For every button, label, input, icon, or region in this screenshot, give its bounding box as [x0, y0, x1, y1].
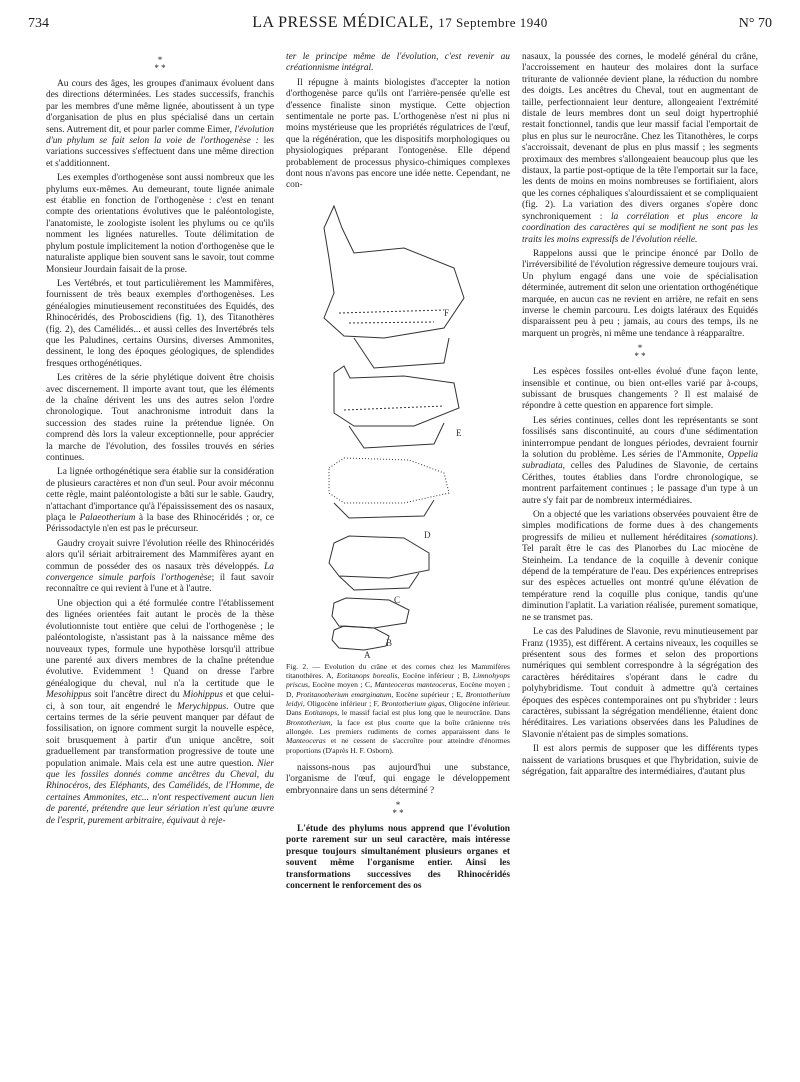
- paragraph: Il est alors permis de supposer que les différents types naissent de variations brusques et que l'hybridation, suivie de ségrégation, fait apparaître des intermédiaires, d'autant plus: [522, 744, 758, 777]
- figure-label-a: A: [364, 649, 371, 658]
- paragraph: Les Vertébrés, et tout particulièrement les Mammifères, fournissent de très beaux exemples d'orthogenèses. Les généalogies minutieusement reconstituées des Equidés, des Rhinocéridés, des Proboscidiens (fig. 1), des Titanothères (fig. 2), des Camélidés... et aussi celles des Invertébrés tels que les Paludines, certains Oursins, diverses Ammonites, dessinent, le long des époques géologiques, de splendides fresques orthogénétiques.: [46, 278, 274, 369]
- skull-a: [332, 626, 389, 650]
- paragraph: Gaudry croyait suivre l'évolution réelle des Rhinocéridés alors qu'il sériait arbitrairement des Mammifères ayant en commun de posséder des os nasaux très développés. La convergence simule parfois l'orthogenèse; il faut savoir reconnaître ce qui revient à l'une et à l'autre.: [46, 538, 274, 595]
- paragraph: Le cas des Paludines de Slavonie, revu minutieusement par Franz (1935), est différent. A certains niveaux, les coquilles se présentent sous des formes et selon des proportions numériques qui semblent correspondre à la ségrégation des caractères héréditaires s'opérant dans le cadre du polyhybridisme. Tout conduit à admettre qu'à certaines époques des espèces contemporaines ont pu s'hybrider : leurs caractères, subissant la ségrégation mendélienne, étaient donc héréditaires. Les variations observées dans les Paludines de Slavonie n'étaient pas de simples somations.: [522, 627, 758, 740]
- skull-e: [334, 366, 459, 448]
- skull-d: [329, 458, 449, 518]
- figure-label-f: F: [444, 307, 450, 318]
- column-3: [522, 52, 758, 1072]
- figure-label-c: C: [394, 594, 401, 605]
- paragraph: Les exemples d'orthogenèse sont aussi nombreux que les phylums eux-mêmes. Au demeurant, toute lignée animale est établie en fonction de l'orthogenèse : c'est en tenant compte des orientations évolutives que le paléontologiste, l'anatomiste, le zoologiste isolent les phylums ou ce qu'ils nomment les lignées naturelles. Toute délimitation de phylum postule implicitement la notion d'orthogenèse que le naturaliste applique bien souvent sans le savoir, tout comme Monsieur Jourdain faisait de la prose.: [46, 173, 274, 275]
- paragraph: naissons-nous pas aujourd'hui une substance, l'organisme de l'œuf, qui engage le développement embryonnaire dans un sens déterminé ?: [286, 762, 510, 796]
- column-1: [46, 52, 274, 1072]
- paragraph: Les espèces fossiles ont-elles évolué d'une façon lente, insensible et continue, ou bien ont-elles varié par à-coups, subissant de brusques changements ? Il est malaisé de répondre à cette question en apparence fort simple.: [522, 367, 758, 412]
- figure-caption: Fig. 2. — Evolution du crâne et des cornes chez les Mammifères titanothères. A, Eotitanops borealis, Eocène inférieur ; B, Limnohyops priscus, Eocène moyen ; C, Manteoceras manteoceras, Eocène moyen ; D, Protitanotherium emarginatum, Eocène supérieur ; E, Brontotherium leidyi, Oligocène inférieur ; F, Brontotherium gigas, Oligocène inférieur. Dans Eotitanops, le massif facial est plus long que le neurocrâne. Dans Brontotherium, la face est plus courte que la boîte crânienne très allongée. Les premiers rudiments de cornes apparaissent dans le Manteoceras et ne cessent de s'accroître pour atteindre d'énormes proportions (D'après H. F. Osborn).: [286, 661, 510, 755]
- issue-number: N° 70: [738, 16, 772, 31]
- page-number: 734: [28, 16, 49, 31]
- page-header: [28, 8, 772, 36]
- paragraph: Au cours des âges, les groupes d'animaux évoluent dans des directions déterminées. Les stades successifs, franchis par les membres d'une même lignée, aboutissent à un type d'organisation de plus en plus spécialisé dans un certain sens. Autrement dit, et pour parler comme Eimer, l'évolution d'un phylum se fait selon la voie de l'orthogenèse : les variations successives s'effectuent dans une même direction et s'additionnent.: [46, 79, 274, 169]
- journal-name: LA PRESSE MÉDICALE,: [252, 14, 434, 31]
- paragraph: Il répugne à maints biologistes d'accepter la notion d'orthogenèse parce qu'ils ont l'arrière-pensée qu'elle est d'essence finaliste sinon mystique. Cette objection sentimentale ne porte pas. L'orthogenèse n'est ni plus ni moins mystérieuse que les propriétés régulatrices de l'œuf, que la régénération, que les dispositifs morphologiques ou physiologiques préparant l'ontogenèse. Elle dépend probablement de processus physico-chimiques complexes dont nous n'avons pas encore une idée nette. Cependant, ne con-: [286, 77, 510, 191]
- skull-c: [329, 536, 429, 590]
- paragraph: On a objecté que les variations observées pouvaient être de simples modifications de forme dues à des changements progressifs de milieu et nullement héréditaires (somations). Tel paraît être le cas des Planorbes du Lac miocène de Steinheim. La tendance de la coquille à devenir conique dépend de la température de l'eau. Des expériences entreprises sur des espèces actuelles ont montré qu'une élévation de température rend la coquille plus conique, tandis qu'une diminution l'aplatit. La variation réalisée, purement somatique, ne se transmet pas.: [522, 510, 758, 623]
- issue-date: 17 Septembre 1940: [438, 15, 548, 30]
- paragraph: Rappelons aussi que le principe énoncé par Dollo de l'irréversibilité de l'évolution régressive demeure toujours vrai. Un phylum engagé dans une voie de spécialisation déterminée, autrement dit selon une orientation orthogénétique marquée, en aucun cas ne revient en arrière, ne refait en sens inverse le chemin parcouru. Les doigts latéraux des Equidés disparaissent peu à peu ; jamais, au cours des temps, ils ne marquent un progrès, ni même une tendance à réapparaître.: [522, 248, 758, 339]
- section-separator: * * *: [392, 800, 404, 819]
- column-2: [286, 52, 510, 1072]
- journal-title: [28, 14, 772, 32]
- paragraph: Les séries continues, celles dont les représentants se sont fossilisés sans discontinuité, au cours d'une sédimentation ininterrompue pendant de longues périodes, devraient fournir la solution du problème. Les séries de l'Ammonite, Oppelia subradiata, celles des Paludines de Slavonie, de certains Cérithes, toutes établies dans l'ordre chronologique, se montrent parfaitement continues ; le passage d'un type à un autre s'y fait par de nombreux intermédiaires.: [522, 415, 758, 506]
- figure-label-b: B: [386, 637, 393, 648]
- section-separator: * * *: [634, 343, 646, 362]
- titanothere-skulls-figure: [294, 198, 494, 658]
- paragraph: Une objection qui a été formulée contre l'établissement des lignées orientées fait autant le procès de la thèse évolutionniste tout entière que celui de l'orthogenèse ; le paléontologiste, n'assistant pas à la naissance même des nouveaux types, formule une hypothèse lorsqu'il attribue une parenté aux divers membres de la chaîne prétendue évolutive. Evidemment ! Quand on dresse l'arbre généalogique du cheval, nul n'a la certitude que le Mesohippus soit l'ancêtre direct du Miohippus et que celui-ci, à son tour, ait engendré le Merychippus. Outre que certains termes de la série peuvent manquer par défaut de fossilisation, on ignore comment surgit la nouvelle espèce, soit brusquement à partir d'un unique ancêtre, soit graduellement par transformation progressive de toute une population animale. Mais cela est une autre question. Nier que les fossiles donnés comme ancêtres du Cheval, du Rhinocéros, des Eléphants, des Camélidés, de l'Homme, de certaines Ammonites, etc... n'ont respectivement aucun lien de parenté, prétendre que leur sériation n'est qu'une œuvre de l'esprit, purement arbitraire, équivaut à reje-: [46, 598, 274, 826]
- paragraph: nasaux, la poussée des cornes, le modelé général du crâne, l'accroissement en hauteur des molaires dont la surface triturante de valionnée devient plane, la réduction du nombre des doigts. Les ancêtres du Cheval, tout en augmentant de taille, perfectionnaient leur denture, allongeaient l'extrémité distale de leurs membres dont un seul doigt hypertrophié restait fonctionnel, tandis que leur massif facial l'emportait de plus en plus sur le neurocrâne. Chez les Titanothères, le corps s'accroissait, devenant de plus en plus massif ; les segments proximaux des membres s'allongeaient beaucoup plus que les distaux, la partie post-optique de la tête l'emportait sur la face, les dents de moins en moins nombreuses se fortifiaient, alors que les cornes céphaliques s'alourdissaient et se compliquaient (fig. 2). La variation des divers organes s'opère donc synchroniquement : la corrélation et plus encore la coordination des caractères qui se modifient ne sont pas les traits les moins expressifs de l'évolution réelle.: [522, 52, 758, 245]
- paragraph: La lignée orthogénétique sera établie sur la considération de plusieurs caractères et non d'un seul. Pour avoir méconnu cette règle, maint paléontologiste a bâti sur le sable. Gaudry, n'attachant d'importance qu'à l'épaississement des os nasaux, plaça le Palaeotherium à la base des Rhinocéridés ; or, ce Périssodactyle n'en est pas le précurseur.: [46, 467, 274, 535]
- paragraph: ter le principe même de l'évolution, c'est revenir au créationnisme intégral.: [286, 52, 510, 74]
- paragraph: L'étude des phylums nous apprend que l'évolution porte rarement sur un seul caractère, mais intéresse presque toujours simultanément plusieurs organes et souvent même l'organisme entier. Ainsi les transformations successives des Rhinocéridés concernent le renforcement des os: [286, 824, 510, 892]
- figure-label-d: D: [424, 529, 431, 540]
- paragraph: Les critères de la série phylétique doivent être choisis avec discernement. Il importe avant tout, que les éléments de la chaîne dérivent les uns des autres selon l'ordre chronologique. Tout anachronisme introduit dans la succession des stades ruine la prétendue lignée. On comprend dès lors la valeur exceptionnelle, pour apprécier la marche de l'évolution, des fossiles trouvés en séries continues.: [46, 373, 274, 463]
- figure-label-e: E: [456, 427, 462, 438]
- section-separator: * * *: [154, 55, 166, 73]
- skull-f: [324, 206, 464, 368]
